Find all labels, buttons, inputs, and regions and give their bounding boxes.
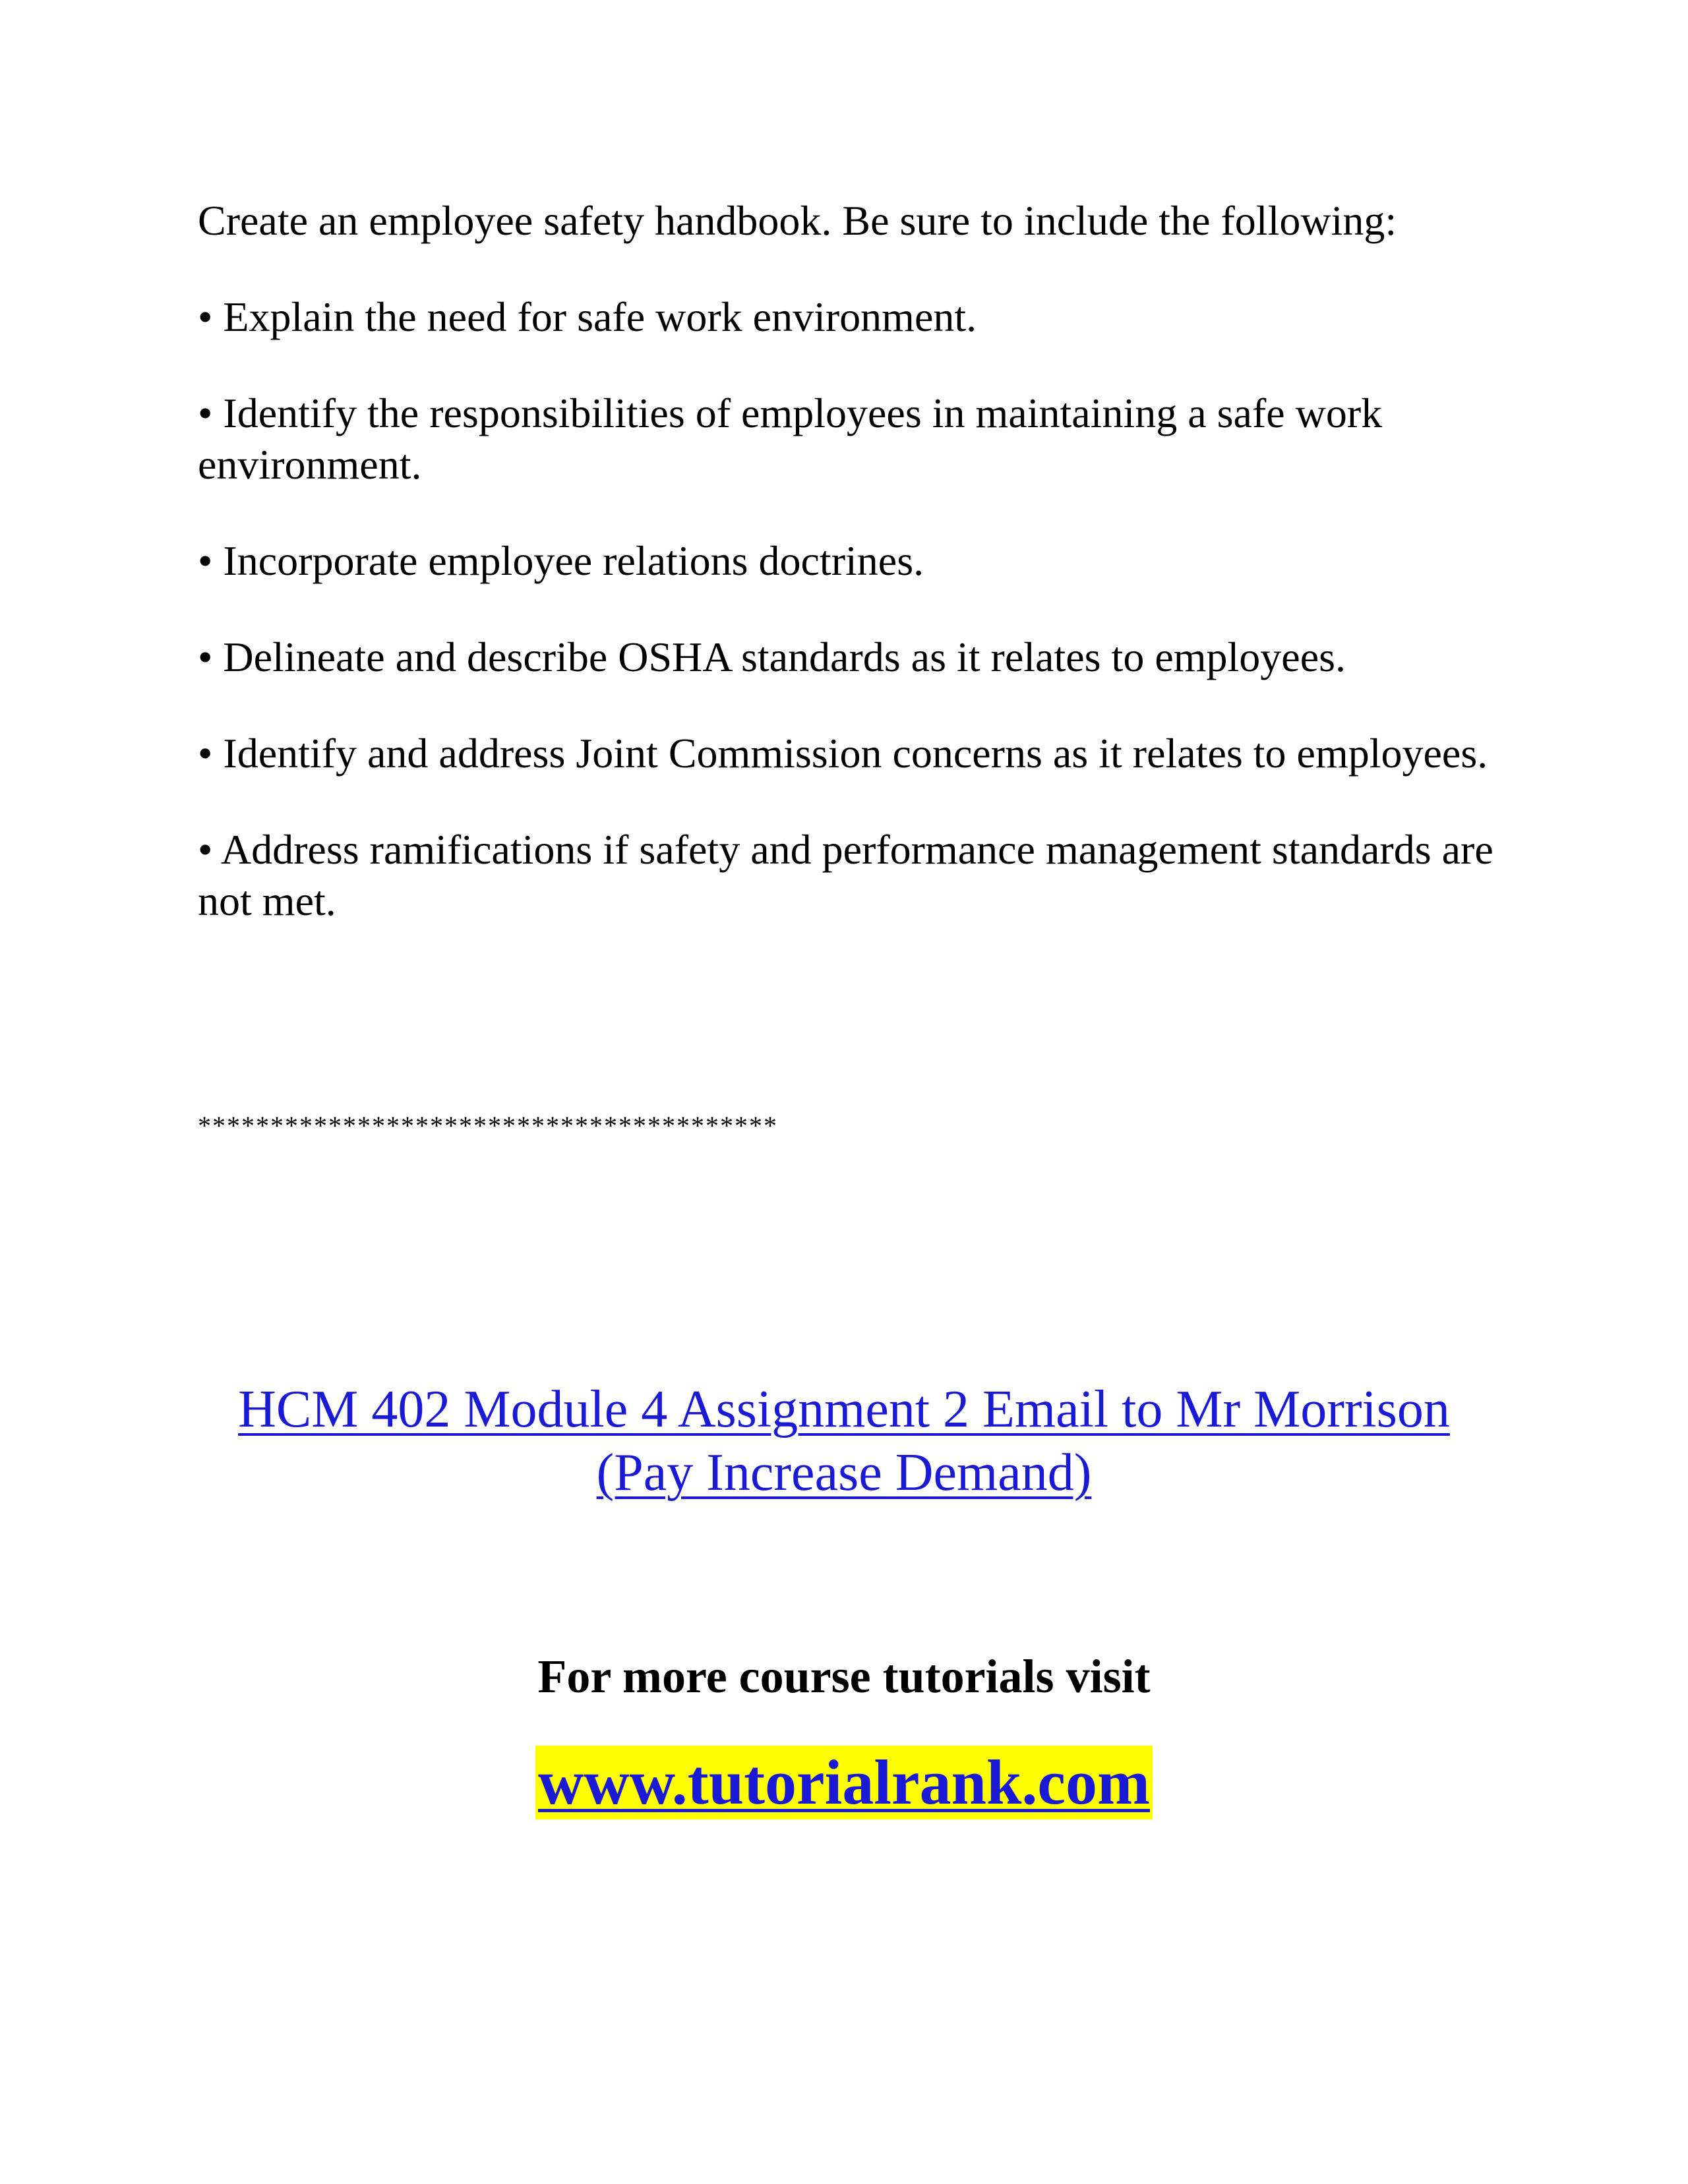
website-link[interactable]: www.tutorialrank.com (535, 1746, 1153, 1819)
list-item: • Identify the responsibilities of employees in maintaining a safe work environment. (198, 390, 1383, 488)
intro-paragraph: Create an employee safety handbook. Be sure to include the following: (198, 197, 1397, 244)
assignment-body (198, 195, 1510, 972)
next-assignment-link-block (185, 1378, 1503, 1504)
next-assignment-link[interactable] (238, 1380, 1450, 1502)
list-item: • Identify and address Joint Commission concerns as it relates to employees. (198, 730, 1488, 777)
visit-caption: For more course tutorials visit (537, 1650, 1151, 1703)
list-item: • Address ramifications if safety and performance management standards are not met. (198, 826, 1493, 924)
link-line-2: (Pay Increase Demand) (596, 1444, 1092, 1502)
asterisk-separator: **************************************** (198, 1111, 778, 1140)
list-item: • Incorporate employee relations doctrines. (198, 537, 924, 584)
list-item: • Delineate and describe OSHA standards as it relates to employees. (198, 634, 1346, 680)
requirements-list (198, 291, 1510, 927)
link-line-1: HCM 402 Module 4 Assignment 2 Email to Mr Morrison (238, 1380, 1450, 1438)
list-item: • Explain the need for safe work environment. (198, 293, 977, 340)
site-link-wrapper (185, 1746, 1503, 1819)
